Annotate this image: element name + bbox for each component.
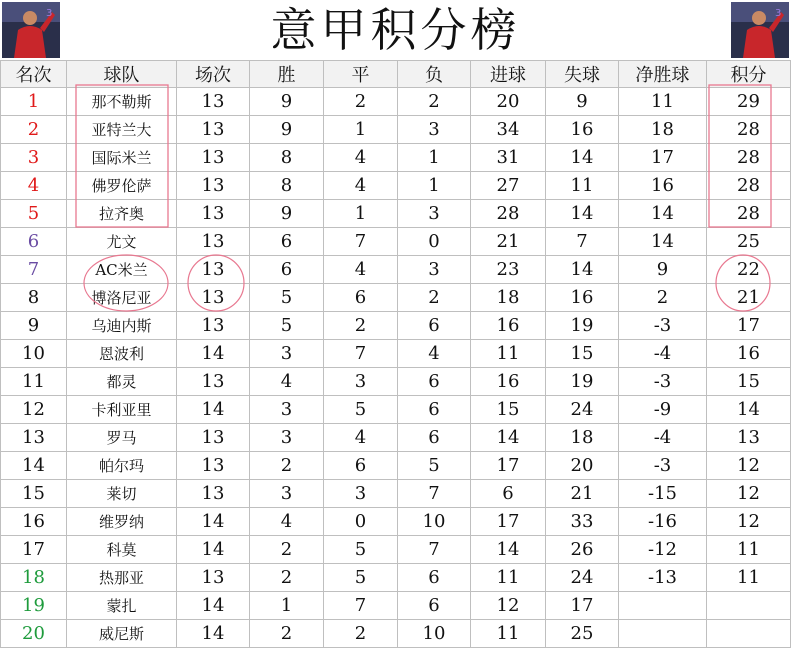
- draw-cell: 4: [324, 256, 398, 284]
- goals-against-cell: 15: [546, 340, 619, 368]
- played-cell: 13: [177, 256, 250, 284]
- goal-diff-cell: 14: [619, 228, 707, 256]
- header-draw: 平: [324, 61, 398, 88]
- played-cell: 13: [177, 368, 250, 396]
- team-cell: 国际米兰: [67, 144, 177, 172]
- table-row: [1, 508, 791, 536]
- points-cell: 12: [707, 508, 791, 536]
- header-played: 场次: [177, 61, 250, 88]
- win-cell: 5: [250, 312, 324, 340]
- loss-cell: 2: [398, 88, 471, 116]
- goals-against-cell: 17: [546, 592, 619, 620]
- played-cell: 13: [177, 424, 250, 452]
- standings-table: [0, 60, 791, 648]
- goals-for-cell: 16: [471, 368, 546, 396]
- loss-cell: 3: [398, 200, 471, 228]
- goals-against-cell: 16: [546, 116, 619, 144]
- loss-cell: 6: [398, 564, 471, 592]
- player-avatar-right: [731, 2, 789, 58]
- header-points: 积分: [707, 61, 791, 88]
- played-cell: 13: [177, 200, 250, 228]
- goals-against-cell: 14: [546, 144, 619, 172]
- points-cell: 22: [707, 256, 791, 284]
- points-cell: 16: [707, 340, 791, 368]
- goals-against-cell: 19: [546, 312, 619, 340]
- goal-diff-cell: 17: [619, 144, 707, 172]
- goals-for-cell: 20: [471, 88, 546, 116]
- draw-cell: 2: [324, 620, 398, 648]
- header-row: [1, 61, 791, 88]
- goals-against-cell: 33: [546, 508, 619, 536]
- goals-against-cell: 18: [546, 424, 619, 452]
- win-cell: 1: [250, 592, 324, 620]
- goals-for-cell: 23: [471, 256, 546, 284]
- goal-diff-cell: -16: [619, 508, 707, 536]
- team-cell: 科莫: [67, 536, 177, 564]
- goal-diff-cell: 9: [619, 256, 707, 284]
- rank-cell: 2: [1, 116, 67, 144]
- goals-against-cell: 21: [546, 480, 619, 508]
- rank-cell: 7: [1, 256, 67, 284]
- points-cell: 12: [707, 480, 791, 508]
- rank-cell: 17: [1, 536, 67, 564]
- draw-cell: 3: [324, 480, 398, 508]
- table-row: [1, 228, 791, 256]
- rank-cell: 11: [1, 368, 67, 396]
- goals-against-cell: 19: [546, 368, 619, 396]
- header-team: 球队: [67, 61, 177, 88]
- team-cell: 佛罗伦萨: [67, 172, 177, 200]
- table-row: [1, 256, 791, 284]
- team-cell: 博洛尼亚: [67, 284, 177, 312]
- table-row: [1, 116, 791, 144]
- played-cell: 14: [177, 340, 250, 368]
- goal-diff-cell: 16: [619, 172, 707, 200]
- team-cell: 热那亚: [67, 564, 177, 592]
- team-cell: 那不勒斯: [67, 88, 177, 116]
- table-row: [1, 340, 791, 368]
- win-cell: 6: [250, 228, 324, 256]
- table-row: [1, 480, 791, 508]
- team-cell: 乌迪内斯: [67, 312, 177, 340]
- played-cell: 13: [177, 172, 250, 200]
- played-cell: 14: [177, 620, 250, 648]
- header-loss: 负: [398, 61, 471, 88]
- rank-cell: 1: [1, 88, 67, 116]
- draw-cell: 2: [324, 88, 398, 116]
- win-cell: 4: [250, 508, 324, 536]
- rank-cell: 15: [1, 480, 67, 508]
- table-row: [1, 396, 791, 424]
- goal-diff-cell: -3: [619, 452, 707, 480]
- goal-diff-cell: 18: [619, 116, 707, 144]
- goal-diff-cell: -3: [619, 312, 707, 340]
- draw-cell: 4: [324, 144, 398, 172]
- goals-for-cell: 11: [471, 564, 546, 592]
- loss-cell: 7: [398, 480, 471, 508]
- goal-diff-cell: -15: [619, 480, 707, 508]
- points-cell: 25: [707, 228, 791, 256]
- win-cell: 9: [250, 116, 324, 144]
- loss-cell: 4: [398, 340, 471, 368]
- rank-cell: 5: [1, 200, 67, 228]
- team-cell: 维罗纳: [67, 508, 177, 536]
- points-cell: 17: [707, 312, 791, 340]
- table-row: [1, 88, 791, 116]
- win-cell: 3: [250, 396, 324, 424]
- points-cell: [707, 620, 791, 648]
- draw-cell: 7: [324, 340, 398, 368]
- team-cell: 恩波利: [67, 340, 177, 368]
- points-cell: 14: [707, 396, 791, 424]
- rank-cell: 12: [1, 396, 67, 424]
- goals-against-cell: 14: [546, 256, 619, 284]
- table-row: [1, 592, 791, 620]
- page-title: 意甲积分榜: [270, 3, 521, 57]
- draw-cell: 5: [324, 564, 398, 592]
- loss-cell: 10: [398, 508, 471, 536]
- points-cell: [707, 592, 791, 620]
- goals-for-cell: 17: [471, 452, 546, 480]
- win-cell: 2: [250, 564, 324, 592]
- table-row: [1, 452, 791, 480]
- goals-against-cell: 24: [546, 564, 619, 592]
- table-row: [1, 424, 791, 452]
- header-goals-for: 进球: [471, 61, 546, 88]
- win-cell: 2: [250, 536, 324, 564]
- table-row: [1, 312, 791, 340]
- win-cell: 3: [250, 424, 324, 452]
- team-cell: 尤文: [67, 228, 177, 256]
- goals-for-cell: 17: [471, 508, 546, 536]
- team-cell: 亚特兰大: [67, 116, 177, 144]
- goals-for-cell: 34: [471, 116, 546, 144]
- goal-diff-cell: -4: [619, 424, 707, 452]
- points-cell: 21: [707, 284, 791, 312]
- team-cell: 威尼斯: [67, 620, 177, 648]
- rank-cell: 19: [1, 592, 67, 620]
- draw-cell: 4: [324, 424, 398, 452]
- rank-cell: 9: [1, 312, 67, 340]
- played-cell: 13: [177, 116, 250, 144]
- rank-cell: 8: [1, 284, 67, 312]
- points-cell: 28: [707, 200, 791, 228]
- rank-cell: 13: [1, 424, 67, 452]
- goal-diff-cell: 14: [619, 200, 707, 228]
- win-cell: 2: [250, 452, 324, 480]
- table-row: [1, 368, 791, 396]
- loss-cell: 0: [398, 228, 471, 256]
- rank-cell: 18: [1, 564, 67, 592]
- goals-for-cell: 12: [471, 592, 546, 620]
- rank-cell: 3: [1, 144, 67, 172]
- loss-cell: 3: [398, 116, 471, 144]
- goal-diff-cell: 2: [619, 284, 707, 312]
- goal-diff-cell: -12: [619, 536, 707, 564]
- goal-diff-cell: -3: [619, 368, 707, 396]
- loss-cell: 6: [398, 424, 471, 452]
- loss-cell: 1: [398, 144, 471, 172]
- table-row: [1, 536, 791, 564]
- title-bar: [0, 0, 791, 60]
- goals-against-cell: 24: [546, 396, 619, 424]
- team-cell: 莱切: [67, 480, 177, 508]
- header-goals-against: 失球: [546, 61, 619, 88]
- goal-diff-cell: -9: [619, 396, 707, 424]
- draw-cell: 4: [324, 172, 398, 200]
- draw-cell: 5: [324, 396, 398, 424]
- standings-body: [1, 88, 791, 648]
- table-row: [1, 144, 791, 172]
- played-cell: 13: [177, 284, 250, 312]
- loss-cell: 2: [398, 284, 471, 312]
- played-cell: 13: [177, 144, 250, 172]
- header-rank: 名次: [1, 61, 67, 88]
- win-cell: 8: [250, 172, 324, 200]
- points-cell: 15: [707, 368, 791, 396]
- goals-for-cell: 6: [471, 480, 546, 508]
- goals-against-cell: 11: [546, 172, 619, 200]
- draw-cell: 3: [324, 368, 398, 396]
- table-row: [1, 200, 791, 228]
- played-cell: 14: [177, 396, 250, 424]
- goals-against-cell: 16: [546, 284, 619, 312]
- points-cell: 12: [707, 452, 791, 480]
- goals-for-cell: 27: [471, 172, 546, 200]
- team-cell: 都灵: [67, 368, 177, 396]
- points-cell: 28: [707, 172, 791, 200]
- table-row: [1, 564, 791, 592]
- draw-cell: 0: [324, 508, 398, 536]
- rank-cell: 20: [1, 620, 67, 648]
- rank-cell: 14: [1, 452, 67, 480]
- goals-for-cell: 11: [471, 340, 546, 368]
- goals-for-cell: 28: [471, 200, 546, 228]
- loss-cell: 10: [398, 620, 471, 648]
- points-cell: 11: [707, 536, 791, 564]
- played-cell: 13: [177, 228, 250, 256]
- goal-diff-cell: -13: [619, 564, 707, 592]
- win-cell: 5: [250, 284, 324, 312]
- team-cell: 卡利亚里: [67, 396, 177, 424]
- draw-cell: 1: [324, 200, 398, 228]
- loss-cell: 5: [398, 452, 471, 480]
- rank-cell: 4: [1, 172, 67, 200]
- team-cell: 拉齐奥: [67, 200, 177, 228]
- draw-cell: 7: [324, 228, 398, 256]
- goals-for-cell: 14: [471, 536, 546, 564]
- played-cell: 13: [177, 564, 250, 592]
- goals-for-cell: 16: [471, 312, 546, 340]
- rank-cell: 10: [1, 340, 67, 368]
- goals-against-cell: 7: [546, 228, 619, 256]
- goals-for-cell: 14: [471, 424, 546, 452]
- loss-cell: 3: [398, 256, 471, 284]
- svg-text:3: 3: [775, 8, 782, 19]
- goals-for-cell: 18: [471, 284, 546, 312]
- played-cell: 13: [177, 480, 250, 508]
- goals-against-cell: 14: [546, 200, 619, 228]
- draw-cell: 7: [324, 592, 398, 620]
- played-cell: 14: [177, 536, 250, 564]
- points-cell: 28: [707, 144, 791, 172]
- points-cell: 11: [707, 564, 791, 592]
- goals-against-cell: 26: [546, 536, 619, 564]
- loss-cell: 6: [398, 368, 471, 396]
- svg-text:3: 3: [46, 8, 53, 19]
- table-row: [1, 284, 791, 312]
- header-goal-diff: 净胜球: [619, 61, 707, 88]
- rank-cell: 6: [1, 228, 67, 256]
- header-win: 胜: [250, 61, 324, 88]
- goals-for-cell: 21: [471, 228, 546, 256]
- goal-diff-cell: 11: [619, 88, 707, 116]
- goal-diff-cell: [619, 592, 707, 620]
- table-row: [1, 172, 791, 200]
- played-cell: 13: [177, 312, 250, 340]
- played-cell: 13: [177, 452, 250, 480]
- goals-against-cell: 25: [546, 620, 619, 648]
- draw-cell: 1: [324, 116, 398, 144]
- loss-cell: 7: [398, 536, 471, 564]
- win-cell: 8: [250, 144, 324, 172]
- team-cell: AC米兰: [67, 256, 177, 284]
- win-cell: 9: [250, 88, 324, 116]
- goals-for-cell: 31: [471, 144, 546, 172]
- draw-cell: 6: [324, 452, 398, 480]
- win-cell: 3: [250, 340, 324, 368]
- team-cell: 蒙扎: [67, 592, 177, 620]
- draw-cell: 5: [324, 536, 398, 564]
- goals-for-cell: 11: [471, 620, 546, 648]
- played-cell: 13: [177, 88, 250, 116]
- points-cell: 28: [707, 116, 791, 144]
- goals-against-cell: 20: [546, 452, 619, 480]
- goal-diff-cell: [619, 620, 707, 648]
- played-cell: 14: [177, 508, 250, 536]
- table-row: [1, 620, 791, 648]
- played-cell: 14: [177, 592, 250, 620]
- win-cell: 9: [250, 200, 324, 228]
- rank-cell: 16: [1, 508, 67, 536]
- win-cell: 4: [250, 368, 324, 396]
- loss-cell: 6: [398, 396, 471, 424]
- points-cell: 29: [707, 88, 791, 116]
- loss-cell: 1: [398, 172, 471, 200]
- goals-for-cell: 15: [471, 396, 546, 424]
- goals-against-cell: 9: [546, 88, 619, 116]
- draw-cell: 2: [324, 312, 398, 340]
- team-cell: 罗马: [67, 424, 177, 452]
- goal-diff-cell: -4: [619, 340, 707, 368]
- loss-cell: 6: [398, 312, 471, 340]
- win-cell: 3: [250, 480, 324, 508]
- loss-cell: 6: [398, 592, 471, 620]
- win-cell: 2: [250, 620, 324, 648]
- win-cell: 6: [250, 256, 324, 284]
- points-cell: 13: [707, 424, 791, 452]
- team-cell: 帕尔玛: [67, 452, 177, 480]
- draw-cell: 6: [324, 284, 398, 312]
